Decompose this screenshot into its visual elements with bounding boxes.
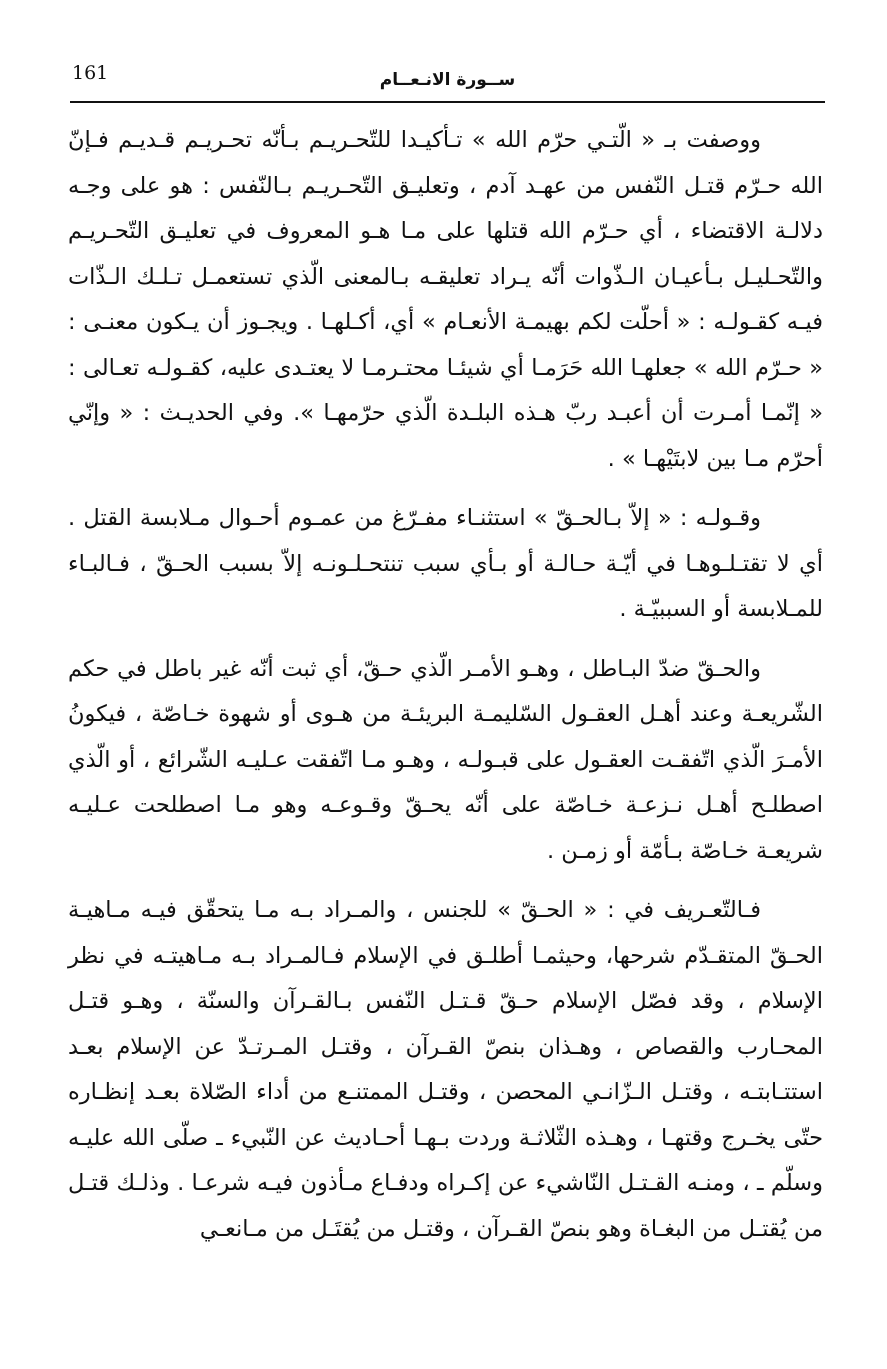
paragraph-1: ووصفت بـ « الّتـي حرّم الله » تـأكيـدا للتّحـريـم بـأنّه تحـريـم قـديـم فـإنّ الله حـرّم قتـل النّفس من عهـد آدم ، وتعليـق التّحـريـم بـالنّفس : هو على وجـه دلالـة الاقتضاء ، أي حـرّم الله قتلها على مـا هـو المعروف في تعليـق التّحـريـم والتّحـليـل بـأعيـان الـذّوات أنّه يـراد تعليقـه بـالمعنى الّذي تستعمـل تـلـك الـذّات فيـه كقـولـه : « أحلّت لكم بهيمـة الأنعـام » أي، أكـلهـا . ويجـوز أن يـكون معنـى : « حـرّم الله » جعلهـا الله حَرَمـا أي شيئـا محتـرمـا لا يعتـدى عليه، كقـولـه تعـالى : « إنّمـا أمـرت أن أعبـد ربّ هـذه البلـدة الّذي حرّمهـا ». وفي الحديـث : « وإنّي أحرّم مـا بين لابتَيْهـا » . [68, 127, 823, 472]
running-title: ســورة الانـعــام [379, 70, 516, 90]
paragraph-2: وقـولـه : « إلاّ بـالحـقّ » استثنـاء مفـرّغ من عمـوم أحـوال مـلابسة القتل . أي لا تقتـلـوهـا في أيّـة حـالـة أو بـأي سبب تنتحـلـونـه إلاّ بسبب الحـقّ ، فـالبـاء للمـلابسة أو السببيّـة . [68, 505, 823, 622]
header-divider [70, 101, 825, 103]
page-body [68, 118, 823, 1252]
paragraph-3: والحـقّ ضدّ البـاطل ، وهـو الأمـر الّذي حـقّ، أي ثبت أنّه غير باطل في حكم الشّريعـة وعند أهـل العقـول السّليمـة البريئـة من هـوى أو شهوة خـاصّة ، فيكونُ الأمـرَ الّذي اتّفقـت العقـول على قبـولـه ، وهـو مـا اتّفقت عـليـه الشّرائع ، أو الّذي اصطلـح أهـل نـزعـة خـاصّة على أنّه يحـقّ وقـوعـه وهو مـا اصطلحت عـليـه شريعـة خـاصّة بـأمّة أو زمـن . [68, 655, 823, 864]
page-header [70, 62, 825, 102]
paragraph-4: فـالتّعـريف في : « الحـقّ » للجنس ، والمـراد بـه مـا يتحقّق فيـه مـاهيـة الحـقّ المتقـدّم شرحها، وحيثمـا أطلـق في الإسلام فـالمـراد بـه مـاهيتـه في نظر الإسلام ، وقد فصّل الإسلام حـقّ قـتـل النّفس بـالقـرآن والسنّة ، وهـو قتـل المحـارب والقصاص ، وهـذان بنصّ القـرآن ، وقتـل المـرتـدّ عن الإسلام بعـد استتـابتـه ، وقتـل الـزّانـي المحصن ، وقتـل الممتنـع من أداء الصّلاة بعـد إنظـاره حتّى يخـرج وقتهـا ، وهـذه الثّلاثـة وردت بـهـا أحـاديث عن النّبيء ـ صلّى الله عليـه وسلّم ـ ، ومنـه القـتـل النّاشيء عن إكـراه ودفـاع مـأذون فيـه شرعـا . وذلـك قتـل من يُقتـل من البغـاة وهو بنصّ القـرآن ، وقتـل من يُقتَـل من مـانعـي [68, 897, 823, 1242]
page-number: 161 [72, 62, 109, 84]
